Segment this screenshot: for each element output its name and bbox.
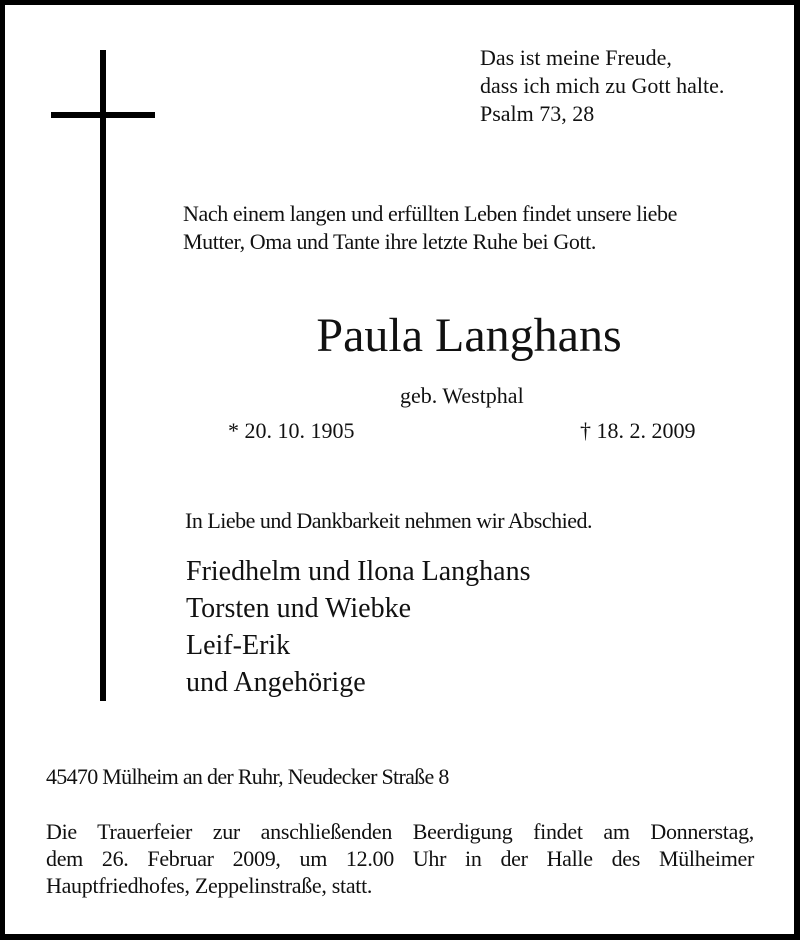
intro-line: Mutter, Oma und Tante ihre letzte Ruhe bei Gott.	[183, 229, 596, 254]
funeral-line: Die Trauerfeier zur anschließenden Beerdigung findet am Donnerstag,	[46, 819, 754, 844]
intro-text	[183, 200, 677, 256]
bible-verse	[480, 44, 724, 128]
mourner: Torsten und Wiebke	[186, 593, 412, 624]
mourner: und Angehörige	[186, 667, 366, 698]
mourner: Leif-Erik	[186, 630, 291, 661]
birth-date: * 20. 10. 1905	[228, 418, 355, 443]
funeral-notice	[46, 818, 754, 899]
verse-line: dass ich mich zu Gott halte.	[480, 73, 725, 98]
mourners-list	[186, 553, 530, 701]
verse-reference: Psalm 73, 28	[480, 101, 595, 126]
maiden-name: geb. Westphal	[400, 383, 524, 408]
cross-icon-horizontal	[51, 112, 155, 118]
cross-icon-vertical	[100, 50, 106, 701]
intro-line: Nach einem langen und erfüllten Leben findet unsere liebe	[183, 201, 677, 226]
farewell-text: In Liebe und Dankbarkeit nehmen wir Abschied.	[185, 508, 592, 533]
deceased-name: Paula Langhans	[316, 309, 622, 362]
funeral-line: Hauptfriedhofes, Zeppelinstraße, statt.	[46, 873, 373, 898]
funeral-line: dem 26. Februar 2009, um 12.00 Uhr in der Halle des Mülheimer	[46, 846, 754, 871]
verse-line: Das ist meine Freude,	[480, 45, 672, 70]
family-address: 45470 Mülheim an der Ruhr, Neudecker Straße 8	[46, 764, 449, 789]
death-date: † 18. 2. 2009	[580, 418, 696, 443]
mourner: Friedhelm und Ilona Langhans	[186, 556, 531, 587]
